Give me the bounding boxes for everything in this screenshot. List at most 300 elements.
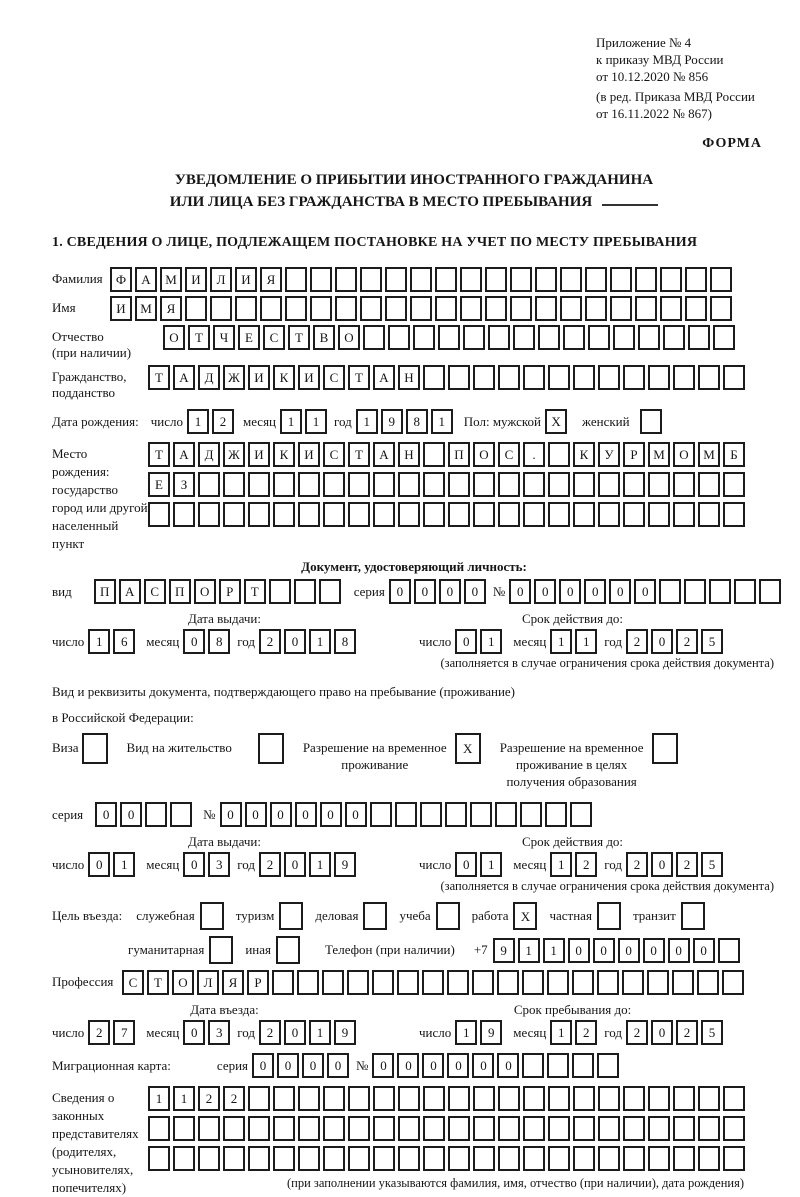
form-cell[interactable] [623, 472, 645, 497]
form-cell[interactable] [145, 802, 167, 827]
form-cell[interactable]: 9 [334, 852, 356, 877]
form-cell[interactable] [395, 802, 417, 827]
form-cell[interactable]: 0 [618, 938, 640, 963]
form-cell[interactable]: А [173, 442, 195, 467]
form-cell[interactable]: 2 [259, 852, 281, 877]
form-cell[interactable] [585, 296, 607, 321]
form-cell[interactable] [538, 325, 560, 350]
form-cell[interactable] [623, 1086, 645, 1111]
form-cell[interactable]: В [313, 325, 335, 350]
form-cell[interactable] [398, 1146, 420, 1171]
form-cell[interactable]: 0 [120, 802, 142, 827]
form-cell[interactable]: 3 [208, 852, 230, 877]
form-cell[interactable] [294, 579, 316, 604]
form-cell[interactable] [438, 325, 460, 350]
form-cell[interactable] [310, 267, 332, 292]
form-cell[interactable]: О [163, 325, 185, 350]
form-cell[interactable]: М [648, 442, 670, 467]
form-cell[interactable] [638, 325, 660, 350]
form-cell[interactable]: К [573, 442, 595, 467]
form-cell[interactable]: 1 [518, 938, 540, 963]
form-cell[interactable] [323, 1086, 345, 1111]
form-cell[interactable]: С [323, 365, 345, 390]
form-cell[interactable]: 0 [422, 1053, 444, 1078]
form-cell[interactable] [523, 1116, 545, 1141]
form-cell[interactable]: 0 [88, 852, 110, 877]
form-cell[interactable] [548, 1116, 570, 1141]
form-cell[interactable] [610, 296, 632, 321]
form-cell[interactable] [497, 970, 519, 995]
form-cell[interactable] [272, 970, 294, 995]
form-cell[interactable] [298, 472, 320, 497]
form-cell[interactable] [598, 1146, 620, 1171]
form-cell[interactable] [598, 365, 620, 390]
form-cell[interactable] [209, 936, 233, 964]
form-cell[interactable]: Т [188, 325, 210, 350]
form-cell[interactable] [82, 733, 108, 764]
form-cell[interactable] [723, 502, 745, 527]
form-cell[interactable] [697, 970, 719, 995]
form-cell[interactable] [710, 296, 732, 321]
form-cell[interactable] [298, 1146, 320, 1171]
form-cell[interactable] [223, 472, 245, 497]
form-cell[interactable] [485, 296, 507, 321]
form-cell[interactable]: О [673, 442, 695, 467]
form-cell[interactable]: 1 [431, 409, 453, 434]
form-cell[interactable] [235, 296, 257, 321]
form-cell[interactable] [510, 267, 532, 292]
form-cell[interactable] [248, 1086, 270, 1111]
form-cell[interactable]: 0 [651, 852, 673, 877]
form-cell[interactable] [548, 502, 570, 527]
form-cell[interactable] [423, 365, 445, 390]
form-cell[interactable] [148, 502, 170, 527]
form-cell[interactable] [485, 267, 507, 292]
form-cell[interactable]: 8 [334, 629, 356, 654]
form-cell[interactable] [570, 802, 592, 827]
form-cell[interactable] [722, 970, 744, 995]
form-cell[interactable] [673, 472, 695, 497]
form-cell[interactable] [447, 970, 469, 995]
form-cell[interactable]: 0 [455, 629, 477, 654]
form-cell[interactable] [398, 1086, 420, 1111]
form-cell[interactable] [523, 472, 545, 497]
form-cell[interactable] [410, 296, 432, 321]
form-cell[interactable]: У [598, 442, 620, 467]
form-cell[interactable] [398, 472, 420, 497]
form-cell[interactable]: 0 [284, 852, 306, 877]
form-cell[interactable]: X [513, 902, 537, 930]
form-cell[interactable] [597, 970, 619, 995]
form-cell[interactable] [520, 802, 542, 827]
form-cell[interactable]: С [122, 970, 144, 995]
form-cell[interactable] [522, 1053, 544, 1078]
form-cell[interactable] [348, 1116, 370, 1141]
form-cell[interactable] [297, 970, 319, 995]
form-cell[interactable] [598, 1116, 620, 1141]
form-cell[interactable] [673, 1146, 695, 1171]
form-cell[interactable] [347, 970, 369, 995]
form-cell[interactable]: 0 [509, 579, 531, 604]
form-cell[interactable] [647, 970, 669, 995]
form-cell[interactable]: И [298, 365, 320, 390]
form-cell[interactable]: 0 [439, 579, 461, 604]
form-cell[interactable]: 0 [593, 938, 615, 963]
form-cell[interactable] [723, 472, 745, 497]
form-cell[interactable] [573, 502, 595, 527]
form-cell[interactable] [498, 472, 520, 497]
form-cell[interactable]: 2 [212, 409, 234, 434]
form-cell[interactable]: Р [219, 579, 241, 604]
form-cell[interactable] [698, 1146, 720, 1171]
form-cell[interactable] [173, 1146, 195, 1171]
form-cell[interactable]: 5 [701, 852, 723, 877]
form-cell[interactable] [448, 1146, 470, 1171]
form-cell[interactable] [684, 579, 706, 604]
form-cell[interactable] [248, 1116, 270, 1141]
form-cell[interactable] [573, 1086, 595, 1111]
form-cell[interactable]: Р [247, 970, 269, 995]
form-cell[interactable]: 0 [472, 1053, 494, 1078]
form-cell[interactable] [285, 296, 307, 321]
form-cell[interactable]: 1 [550, 852, 572, 877]
form-cell[interactable] [335, 267, 357, 292]
form-cell[interactable]: Л [197, 970, 219, 995]
form-cell[interactable] [585, 267, 607, 292]
form-cell[interactable] [495, 802, 517, 827]
form-cell[interactable] [710, 267, 732, 292]
form-cell[interactable]: 2 [575, 852, 597, 877]
form-cell[interactable]: 1 [309, 629, 331, 654]
form-cell[interactable] [276, 936, 300, 964]
form-cell[interactable]: Е [148, 472, 170, 497]
form-cell[interactable]: Ж [223, 442, 245, 467]
form-cell[interactable] [681, 902, 705, 930]
form-cell[interactable] [640, 409, 662, 434]
form-cell[interactable] [413, 325, 435, 350]
form-cell[interactable] [698, 472, 720, 497]
form-cell[interactable]: Т [244, 579, 266, 604]
form-cell[interactable] [523, 365, 545, 390]
form-cell[interactable] [279, 902, 303, 930]
form-cell[interactable] [258, 733, 284, 764]
form-cell[interactable] [473, 1086, 495, 1111]
form-cell[interactable] [323, 1146, 345, 1171]
form-cell[interactable] [223, 502, 245, 527]
form-cell[interactable]: 0 [455, 852, 477, 877]
form-cell[interactable] [373, 1086, 395, 1111]
form-cell[interactable]: Т [348, 365, 370, 390]
form-cell[interactable]: К [273, 442, 295, 467]
form-cell[interactable] [523, 1146, 545, 1171]
form-cell[interactable]: 0 [277, 1053, 299, 1078]
form-cell[interactable] [498, 1086, 520, 1111]
form-cell[interactable] [348, 1146, 370, 1171]
form-cell[interactable] [470, 802, 492, 827]
form-cell[interactable]: И [298, 442, 320, 467]
form-cell[interactable] [547, 1053, 569, 1078]
form-cell[interactable] [718, 938, 740, 963]
form-cell[interactable]: Е [238, 325, 260, 350]
form-cell[interactable] [248, 1146, 270, 1171]
form-cell[interactable] [635, 267, 657, 292]
form-cell[interactable] [373, 1116, 395, 1141]
form-cell[interactable]: 0 [609, 579, 631, 604]
form-cell[interactable] [422, 970, 444, 995]
form-cell[interactable]: О [338, 325, 360, 350]
form-cell[interactable] [723, 365, 745, 390]
form-cell[interactable] [185, 296, 207, 321]
form-cell[interactable] [548, 365, 570, 390]
form-cell[interactable] [448, 365, 470, 390]
form-cell[interactable] [734, 579, 756, 604]
form-cell[interactable] [648, 1116, 670, 1141]
form-cell[interactable] [269, 579, 291, 604]
form-cell[interactable]: М [135, 296, 157, 321]
form-cell[interactable]: М [698, 442, 720, 467]
form-cell[interactable] [572, 970, 594, 995]
form-cell[interactable] [323, 502, 345, 527]
form-cell[interactable]: 9 [493, 938, 515, 963]
form-cell[interactable]: 1 [575, 629, 597, 654]
form-cell[interactable]: К [273, 365, 295, 390]
form-cell[interactable]: Я [160, 296, 182, 321]
form-cell[interactable] [360, 267, 382, 292]
form-cell[interactable] [648, 1086, 670, 1111]
form-cell[interactable] [273, 1116, 295, 1141]
form-cell[interactable]: А [373, 442, 395, 467]
form-cell[interactable]: С [498, 442, 520, 467]
form-cell[interactable] [573, 365, 595, 390]
form-cell[interactable]: Н [398, 365, 420, 390]
form-cell[interactable] [472, 970, 494, 995]
form-cell[interactable] [423, 1116, 445, 1141]
form-cell[interactable] [623, 1116, 645, 1141]
form-cell[interactable] [170, 802, 192, 827]
form-cell[interactable]: А [135, 267, 157, 292]
form-cell[interactable] [273, 1146, 295, 1171]
form-cell[interactable] [573, 1146, 595, 1171]
form-cell[interactable] [563, 325, 585, 350]
form-cell[interactable] [370, 802, 392, 827]
form-cell[interactable]: С [263, 325, 285, 350]
form-cell[interactable] [698, 1116, 720, 1141]
form-cell[interactable] [522, 970, 544, 995]
form-cell[interactable]: Т [348, 442, 370, 467]
form-cell[interactable] [148, 1146, 170, 1171]
form-cell[interactable]: 2 [198, 1086, 220, 1111]
form-cell[interactable]: П [169, 579, 191, 604]
form-cell[interactable]: Т [147, 970, 169, 995]
form-cell[interactable]: 2 [676, 629, 698, 654]
form-cell[interactable] [672, 970, 694, 995]
form-cell[interactable] [673, 365, 695, 390]
form-cell[interactable] [173, 502, 195, 527]
form-cell[interactable]: 8 [406, 409, 428, 434]
form-cell[interactable] [548, 442, 570, 467]
form-cell[interactable] [385, 267, 407, 292]
form-cell[interactable] [688, 325, 710, 350]
form-cell[interactable]: И [235, 267, 257, 292]
form-cell[interactable] [623, 365, 645, 390]
form-cell[interactable]: 5 [701, 629, 723, 654]
form-cell[interactable]: 0 [372, 1053, 394, 1078]
form-cell[interactable] [173, 1116, 195, 1141]
form-cell[interactable]: 0 [284, 629, 306, 654]
form-cell[interactable]: 0 [559, 579, 581, 604]
form-cell[interactable]: А [173, 365, 195, 390]
form-cell[interactable] [648, 502, 670, 527]
form-cell[interactable] [223, 1146, 245, 1171]
form-cell[interactable] [460, 296, 482, 321]
form-cell[interactable]: О [473, 442, 495, 467]
form-cell[interactable]: 0 [345, 802, 367, 827]
form-cell[interactable]: 2 [223, 1086, 245, 1111]
form-cell[interactable] [488, 325, 510, 350]
form-cell[interactable]: 0 [327, 1053, 349, 1078]
form-cell[interactable] [573, 1116, 595, 1141]
form-cell[interactable] [223, 1116, 245, 1141]
form-cell[interactable] [698, 502, 720, 527]
form-cell[interactable] [360, 296, 382, 321]
form-cell[interactable] [322, 970, 344, 995]
form-cell[interactable] [323, 472, 345, 497]
form-cell[interactable]: О [194, 579, 216, 604]
form-cell[interactable] [685, 296, 707, 321]
form-cell[interactable]: 5 [701, 1020, 723, 1045]
form-cell[interactable]: А [373, 365, 395, 390]
form-cell[interactable] [723, 1146, 745, 1171]
form-cell[interactable]: З [173, 472, 195, 497]
form-cell[interactable]: 0 [414, 579, 436, 604]
form-cell[interactable]: 0 [568, 938, 590, 963]
form-cell[interactable] [723, 1116, 745, 1141]
form-cell[interactable]: Я [260, 267, 282, 292]
form-cell[interactable]: Т [288, 325, 310, 350]
form-cell[interactable] [713, 325, 735, 350]
form-cell[interactable]: 1 [455, 1020, 477, 1045]
form-cell[interactable]: 0 [693, 938, 715, 963]
form-cell[interactable]: 2 [626, 629, 648, 654]
form-cell[interactable] [398, 1116, 420, 1141]
form-cell[interactable] [285, 267, 307, 292]
form-cell[interactable]: 0 [389, 579, 411, 604]
form-cell[interactable] [348, 1086, 370, 1111]
form-cell[interactable]: 1 [480, 629, 502, 654]
form-cell[interactable]: О [172, 970, 194, 995]
form-cell[interactable] [198, 472, 220, 497]
form-cell[interactable] [573, 472, 595, 497]
form-cell[interactable]: 1 [305, 409, 327, 434]
form-cell[interactable] [510, 296, 532, 321]
form-cell[interactable] [498, 502, 520, 527]
form-cell[interactable]: 0 [497, 1053, 519, 1078]
form-cell[interactable]: И [248, 442, 270, 467]
form-cell[interactable]: П [94, 579, 116, 604]
form-cell[interactable] [423, 1146, 445, 1171]
form-cell[interactable] [648, 365, 670, 390]
form-cell[interactable] [423, 502, 445, 527]
form-cell[interactable]: 1 [309, 1020, 331, 1045]
form-cell[interactable]: Р [623, 442, 645, 467]
form-cell[interactable] [148, 1116, 170, 1141]
form-cell[interactable]: 0 [252, 1053, 274, 1078]
form-cell[interactable] [660, 267, 682, 292]
form-cell[interactable] [652, 733, 678, 764]
form-cell[interactable] [698, 1086, 720, 1111]
form-cell[interactable]: Д [198, 442, 220, 467]
form-cell[interactable] [498, 1146, 520, 1171]
form-cell[interactable] [448, 502, 470, 527]
form-cell[interactable] [598, 1086, 620, 1111]
form-cell[interactable] [448, 1086, 470, 1111]
form-cell[interactable]: Д [198, 365, 220, 390]
form-cell[interactable] [335, 296, 357, 321]
form-cell[interactable] [548, 1146, 570, 1171]
form-cell[interactable] [198, 1146, 220, 1171]
form-cell[interactable] [498, 365, 520, 390]
form-cell[interactable] [523, 1086, 545, 1111]
form-cell[interactable] [348, 472, 370, 497]
form-cell[interactable]: 0 [397, 1053, 419, 1078]
form-cell[interactable]: 1 [187, 409, 209, 434]
form-cell[interactable]: М [160, 267, 182, 292]
form-cell[interactable] [759, 579, 781, 604]
form-cell[interactable]: 0 [464, 579, 486, 604]
form-cell[interactable]: 0 [183, 1020, 205, 1045]
form-cell[interactable]: 0 [643, 938, 665, 963]
form-cell[interactable] [397, 970, 419, 995]
form-cell[interactable]: 0 [183, 629, 205, 654]
form-cell[interactable] [298, 502, 320, 527]
form-cell[interactable]: X [545, 409, 567, 434]
form-cell[interactable]: 2 [626, 852, 648, 877]
form-cell[interactable] [548, 1086, 570, 1111]
form-cell[interactable]: С [323, 442, 345, 467]
form-cell[interactable] [623, 1146, 645, 1171]
form-cell[interactable]: 1 [550, 629, 572, 654]
form-cell[interactable]: 0 [584, 579, 606, 604]
form-cell[interactable]: 2 [88, 1020, 110, 1045]
form-cell[interactable]: 2 [575, 1020, 597, 1045]
form-cell[interactable] [598, 472, 620, 497]
form-cell[interactable] [448, 1116, 470, 1141]
form-cell[interactable] [685, 267, 707, 292]
form-cell[interactable] [198, 502, 220, 527]
form-cell[interactable] [448, 472, 470, 497]
form-cell[interactable]: Я [222, 970, 244, 995]
form-cell[interactable] [673, 502, 695, 527]
form-cell[interactable] [545, 802, 567, 827]
form-cell[interactable] [572, 1053, 594, 1078]
form-cell[interactable] [298, 1116, 320, 1141]
form-cell[interactable] [673, 1116, 695, 1141]
form-cell[interactable]: 1 [88, 629, 110, 654]
form-cell[interactable]: 0 [651, 1020, 673, 1045]
form-cell[interactable] [598, 502, 620, 527]
form-cell[interactable]: 1 [309, 852, 331, 877]
form-cell[interactable] [363, 325, 385, 350]
form-cell[interactable]: П [448, 442, 470, 467]
form-cell[interactable]: 2 [626, 1020, 648, 1045]
form-cell[interactable] [548, 472, 570, 497]
form-cell[interactable]: 9 [381, 409, 403, 434]
form-cell[interactable] [420, 802, 442, 827]
form-cell[interactable]: 0 [220, 802, 242, 827]
form-cell[interactable] [323, 1116, 345, 1141]
form-cell[interactable]: Л [210, 267, 232, 292]
form-cell[interactable] [613, 325, 635, 350]
